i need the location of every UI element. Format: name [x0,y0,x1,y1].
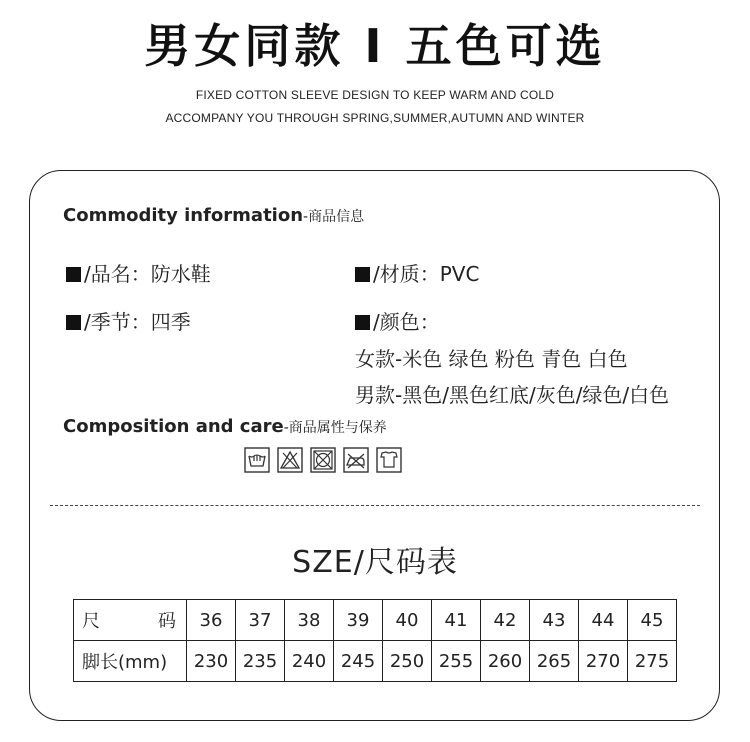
size-cell: 39 [334,600,383,641]
attr-color [355,306,440,335]
size-row [74,600,677,641]
length-cell: 260 [481,641,530,682]
attr-season-text: /季节：四季 [84,310,191,334]
length-cell: 275 [628,641,677,682]
size-cell: 38 [285,600,334,641]
size-cell: 43 [530,600,579,641]
bullet-square-icon [66,267,81,282]
page-title: 男女同款 I 五色可选 [144,19,606,73]
size-cell: 40 [383,600,432,641]
size-cell: 44 [579,600,628,641]
subtitle-line-1: FIXED COTTON SLEEVE DESIGN TO KEEP WARM AND COLD [195,88,555,102]
attr-name [66,258,211,287]
length-cell: 235 [236,641,285,682]
length-cell: 265 [530,641,579,682]
no-iron-icon [343,447,369,473]
colors-men: 男款-黑色/黑色红底/灰色/绿色/白色 [355,383,670,407]
length-row [74,641,677,682]
attr-material-text: /材质：PVC [373,262,480,286]
commodity-section-title [63,205,364,226]
bullet-square-icon [355,267,370,282]
size-cell: 41 [432,600,481,641]
size-cell: 45 [628,600,677,641]
commodity-title-en: Commodity information [63,205,304,226]
care-icons [244,447,409,474]
size-cell: 37 [236,600,285,641]
bullet-square-icon [66,315,81,330]
size-cell: 42 [481,600,530,641]
attr-material [355,258,479,287]
length-cell: 270 [579,641,628,682]
size-cell: 36 [187,600,236,641]
care-section-title [63,416,387,437]
length-cell: 255 [432,641,481,682]
subtitle-line-2: ACCOMPANY YOU THROUGH SPRING,SUMMER,AUTUMN AND WINTER [165,111,585,125]
length-cell: 250 [383,641,432,682]
length-cell: 240 [285,641,334,682]
length-cell: 245 [334,641,383,682]
attr-season [66,306,191,335]
dry-flat-icon [376,447,402,473]
care-title-en: Composition and care [63,416,284,437]
colors-women: 女款-米色 绿色 粉色 青色 白色 [355,347,628,371]
bullet-square-icon [355,315,370,330]
size-chart-title: SZE/尺码表 [292,545,458,580]
commodity-title-cn: -商品信息 [303,209,365,225]
no-tumble-dry-icon [310,447,336,473]
length-cell: 230 [187,641,236,682]
attr-color-text: /颜色： [373,310,440,334]
care-title-cn: -商品属性与保养 [283,420,387,436]
length-row-header: 脚长(mm) [74,641,187,682]
no-bleach-icon [277,447,303,473]
size-row-header [74,600,187,641]
size-label-a: 尺 [82,611,100,632]
size-label-b: 码 [158,611,176,632]
hand-wash-icon [244,447,270,473]
section-divider [50,505,700,506]
size-table [73,599,677,682]
attr-name-text: /品名：防水鞋 [84,262,211,286]
